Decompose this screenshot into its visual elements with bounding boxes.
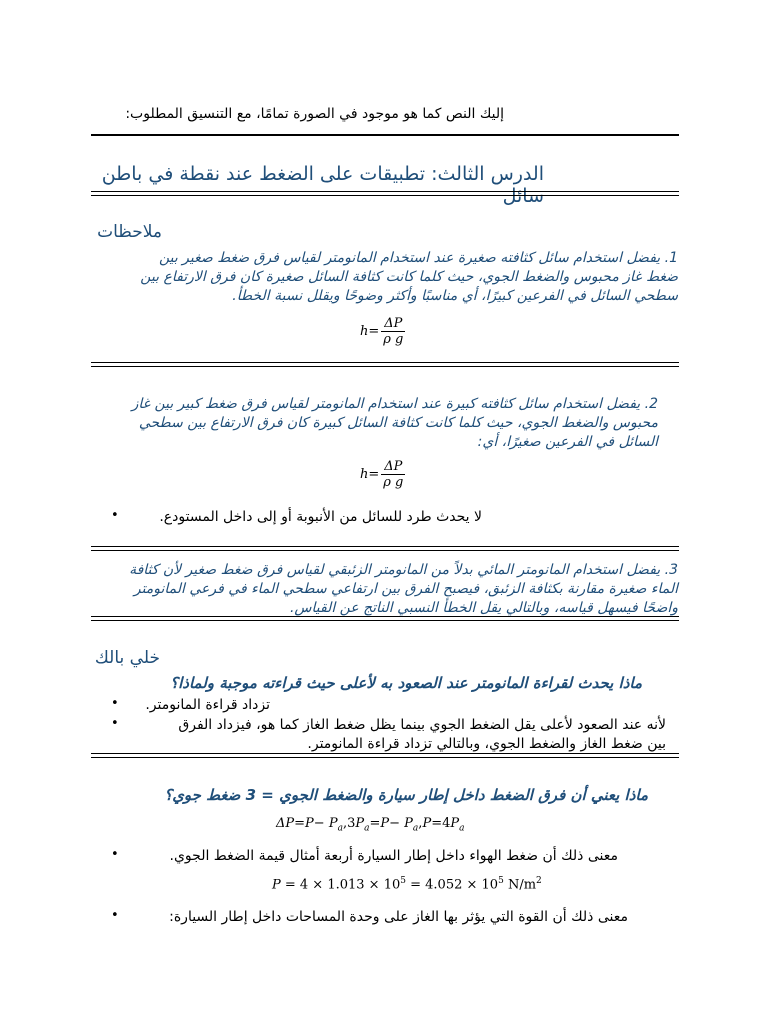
note-3-line-2: الماء صغيرة مقارنة بكثافة الزئبق، فيصبح الفرق بين ارتفاعي سطحي الماء في فرعي المانومتر: [133, 581, 678, 597]
formula-h-1: [360, 316, 405, 347]
note-3-rule: [91, 616, 679, 621]
note-2-line-1: 2. يفضل استخدام سائل كثافته كبيرة عند استخدام المانومتر لقياس فرق ضغط كبير بين غاز: [131, 396, 658, 412]
formula-h-2: [360, 459, 405, 490]
intro-text: إليك النص كما هو موجود في الصورة تمامًا، مع التنسيق المطلوب:: [125, 106, 504, 122]
question-1-bullet-2-line-1: لأنه عند الصعود لأعلى يقل الضغط الجوي بينما يظل ضغط الغاز كما هو، فيزداد الفرق: [178, 717, 666, 733]
note-2-line-2: محبوس والضغط الجوي، حيث كلما كانت كثافة السائل كبيرة كان فرق الارتفاع بين سطحي: [138, 415, 658, 431]
note-1: [92, 249, 678, 306]
lesson-title-rule: [91, 191, 679, 196]
bullet-marker: •: [111, 908, 119, 923]
note-1-line-2: ضغط غاز محبوس والضغط الجوي، حيث كلما كانت كثافة السائل صغيرة كان فرق الارتفاع بين: [140, 269, 678, 285]
intro-rule: [91, 134, 679, 136]
note-2-rule: [91, 546, 679, 551]
note-1-line-3: سطحي السائل في الفرعين كبيرًا، أي مناسبًا وأكثر وضوحًا ويقلل نسبة الخطأ.: [232, 288, 678, 304]
question-2-title: ماذا يعني أن فرق الضغط داخل إطار سيارة والضغط الجوي = 3 ضغط جوي؟: [164, 786, 648, 804]
note-3-line-1: 3. يفضل استخدام المانومتر المائي بدلاً من المانومتر الزئبقي لقياس فرق ضغط صغير لأن كثافة: [129, 562, 678, 578]
lesson-title: الدرس الثالث: تطبيقات على الضغط عند نقطة في باطن سائل: [101, 163, 544, 207]
note-1-line-1: 1. يفضل استخدام سائل كثافته صغيرة عند استخدام المانومتر لقياس فرق ضغط صغير بين: [158, 250, 678, 266]
formula-h-fraction: [381, 459, 405, 490]
note-1-rule: [91, 362, 679, 367]
question-2-bullet-2: معنى ذلك أن القوة التي يؤثر بها الغاز على وحدة المساحات داخل إطار السيارة:: [169, 909, 628, 925]
bullet-marker: •: [111, 696, 119, 711]
note-2: [92, 395, 658, 452]
question-1-bullet-2-line-2: بين ضغط الغاز والضغط الجوي، وبالتالي تزداد قراءة المانومتر.: [307, 736, 666, 752]
formula-h-numerator: ΔP: [381, 459, 405, 475]
formula-h-fraction: [381, 316, 405, 347]
note-2-bullet: لا يحدث طرد للسائل من الأنبوبة أو إلى داخل المستودع.: [159, 509, 482, 525]
formula-h-eq: =: [368, 324, 380, 339]
khali-heading: خلي بالك: [94, 648, 160, 668]
bullet-marker: •: [111, 716, 119, 731]
note-3: [92, 561, 678, 618]
question-1-rule: [91, 753, 679, 758]
note-3-line-3: واضحًا فيسهل قياسه، وبالتالي يقل الخطأ النسبي الناتج عن القياس.: [289, 600, 678, 616]
question-1-bullet-1: تزداد قراءة المانومتر.: [145, 697, 270, 713]
formula-h-eq: =: [368, 467, 380, 482]
bullet-marker: •: [111, 508, 119, 523]
formula-h-lhs: h: [360, 324, 369, 339]
notes-heading: ملاحظات: [97, 222, 162, 242]
question-2-bullet-1: معنى ذلك أن ضغط الهواء داخل إطار السيارة أربعة أمثال قيمة الضغط الجوي.: [169, 848, 618, 864]
formula-delta-p: $\Delta P=P- P_a,3P_a=P- P_a,P=4P_a$: [276, 816, 465, 834]
question-1-bullet-2: [134, 716, 666, 754]
formula-h-denominator: ρ g: [383, 475, 404, 490]
question-1-title: ماذا يحدث لقراءة المانومتر عند الصعود به لأعلى حيث قراءته موجبة ولماذا؟: [170, 674, 642, 692]
bullet-marker: •: [111, 847, 119, 862]
note-2-line-3: السائل في الفرعين صغيرًا، أي:: [477, 434, 658, 450]
formula-h-numerator: ΔP: [381, 316, 405, 332]
formula-pressure-value: $P = 4 \times 1.013 \times 10^5 = 4.052 \times 10^5$ $N/m^2$: [272, 876, 542, 893]
formula-h-denominator: ρ g: [383, 332, 404, 347]
formula-h-lhs: h: [360, 467, 369, 482]
